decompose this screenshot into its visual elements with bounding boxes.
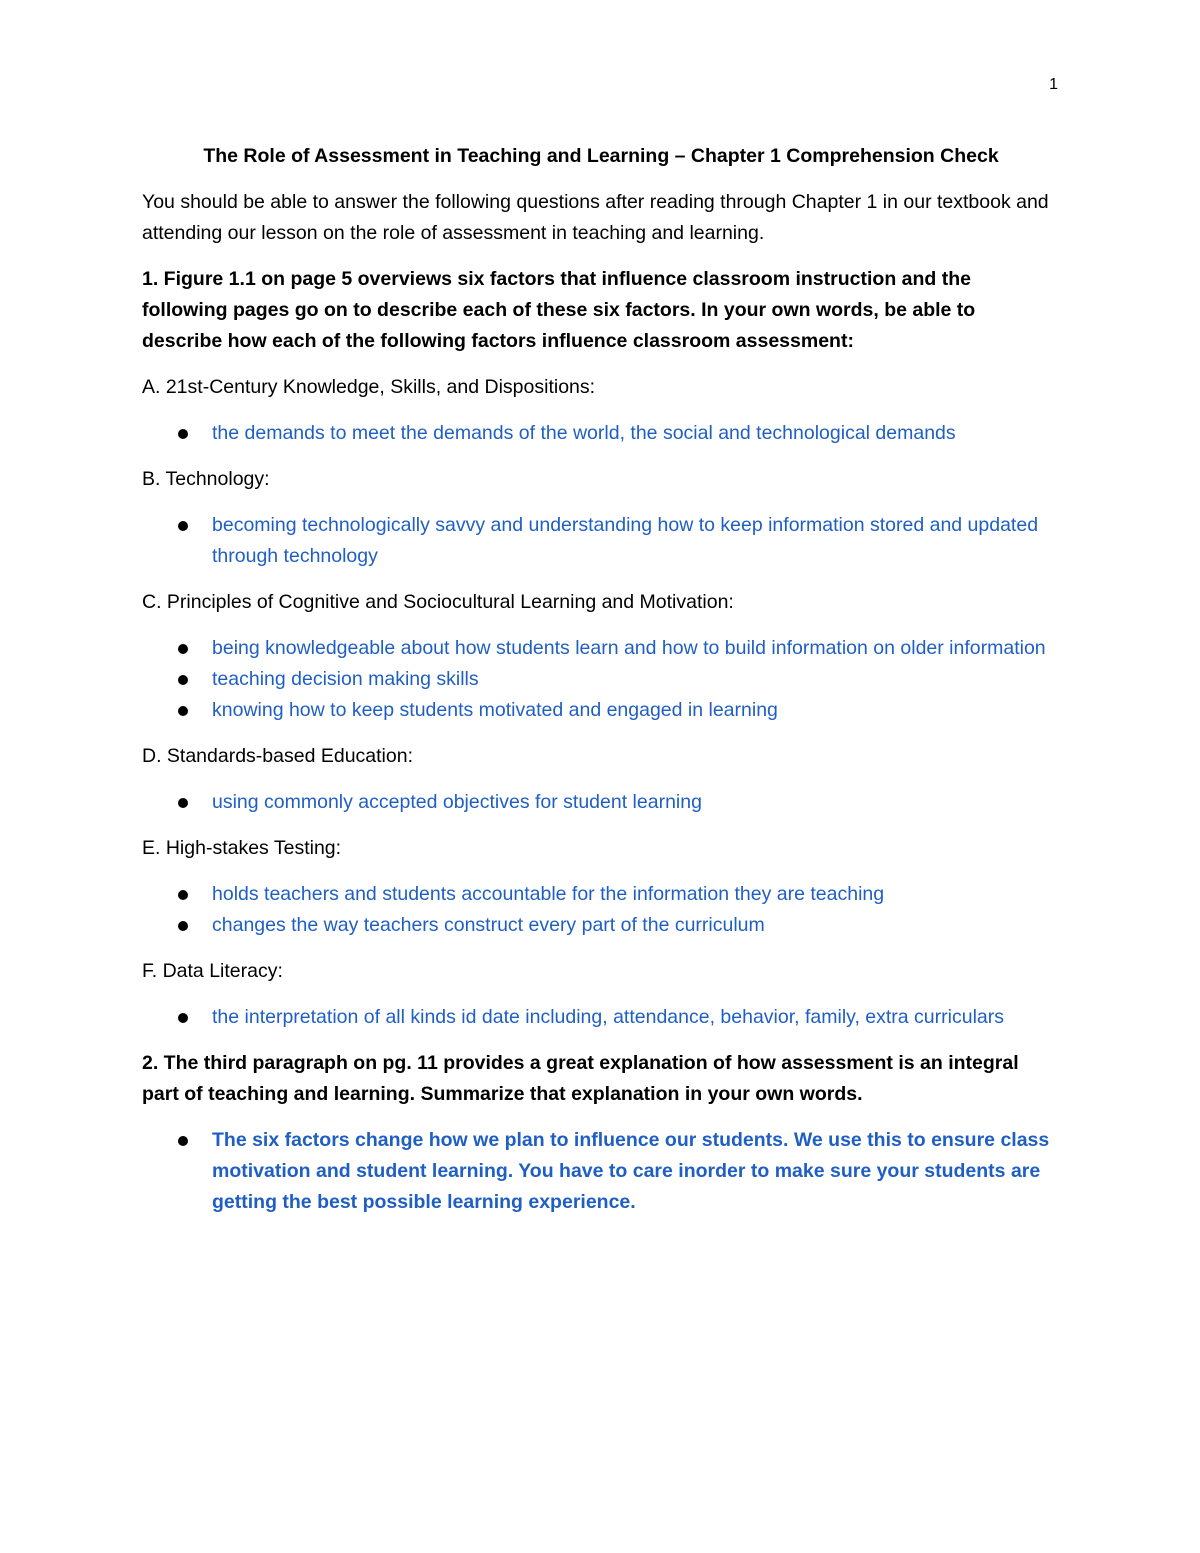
answer-item	[142, 879, 1060, 910]
answer-text: the demands to meet the demands of the world, the social and technological demands	[212, 422, 956, 444]
answer-item	[142, 1002, 1060, 1033]
document-body	[142, 141, 1060, 1233]
bullet-icon	[178, 429, 188, 439]
question-1: 1. Figure 1.1 on page 5 overviews six factors that influence classroom instruction and the following pages go on to describe each of these six factors. In your own words, be able to describe how each of the following factors influence classroom assessment:	[142, 268, 976, 352]
bullet-icon	[178, 890, 188, 900]
factor-d-answers	[142, 787, 1060, 818]
bullet-icon	[178, 1013, 188, 1023]
answer-item	[142, 910, 1060, 941]
answer-text: using commonly accepted objectives for student learning	[212, 791, 702, 813]
page-number: 1	[1049, 76, 1058, 93]
factor-b-label: B. Technology:	[142, 468, 270, 490]
answer-text: the interpretation of all kinds id date including, attendance, behavior, family, extra curriculars	[212, 1006, 1004, 1028]
answer-text: teaching decision making skills	[212, 668, 479, 690]
factor-a-label: A. 21st-Century Knowledge, Skills, and Dispositions:	[142, 376, 596, 398]
bullet-icon	[178, 921, 188, 931]
factor-c-answers	[142, 633, 1060, 726]
answer-text: being knowledgeable about how students learn and how to build information on older information	[212, 637, 1046, 659]
factor-a-answers	[142, 418, 1060, 449]
bullet-icon	[178, 675, 188, 685]
answer-item	[142, 510, 1060, 572]
answer-item	[142, 695, 1060, 726]
factor-f-answers	[142, 1002, 1060, 1033]
bullet-icon	[178, 521, 188, 531]
answer-text: knowing how to keep students motivated and engaged in learning	[212, 699, 778, 721]
factor-b-answers	[142, 510, 1060, 572]
factor-d-label: D. Standards-based Education:	[142, 745, 414, 767]
answer-item	[142, 787, 1060, 818]
answer-item	[142, 1125, 1060, 1218]
answer-text: The six factors change how we plan to influence our students. We use this to ensure class motivation and student learning. You have to care inorder to make sure your students are getting the best possible learning experience.	[212, 1129, 1050, 1213]
answer-item	[142, 418, 1060, 449]
question-2-answers	[142, 1125, 1060, 1218]
bullet-icon	[178, 644, 188, 654]
bullet-icon	[178, 798, 188, 808]
question-2: 2. The third paragraph on pg. 11 provides a great explanation of how assessment is an integral part of teaching and learning. Summarize that explanation in your own words.	[142, 1052, 1019, 1105]
bullet-icon	[178, 1136, 188, 1146]
answer-text: changes the way teachers construct every part of the curriculum	[212, 914, 765, 936]
intro-paragraph: You should be able to answer the following questions after reading through Chapter 1 in our textbook and attending our lesson on the role of assessment in teaching and learning.	[142, 191, 1049, 244]
factor-e-label: E. High-stakes Testing:	[142, 837, 342, 859]
factor-f-label: F. Data Literacy:	[142, 960, 283, 982]
answer-item	[142, 664, 1060, 695]
factor-c-label: C. Principles of Cognitive and Sociocultural Learning and Motivation:	[142, 591, 734, 613]
answer-text: becoming technologically savvy and understanding how to keep information stored and updated through technology	[212, 514, 1039, 567]
factor-e-answers	[142, 879, 1060, 941]
bullet-icon	[178, 706, 188, 716]
document-title: The Role of Assessment in Teaching and Learning – Chapter 1 Comprehension Check	[203, 145, 999, 167]
answer-text: holds teachers and students accountable for the information they are teaching	[212, 883, 885, 905]
answer-item	[142, 633, 1060, 664]
